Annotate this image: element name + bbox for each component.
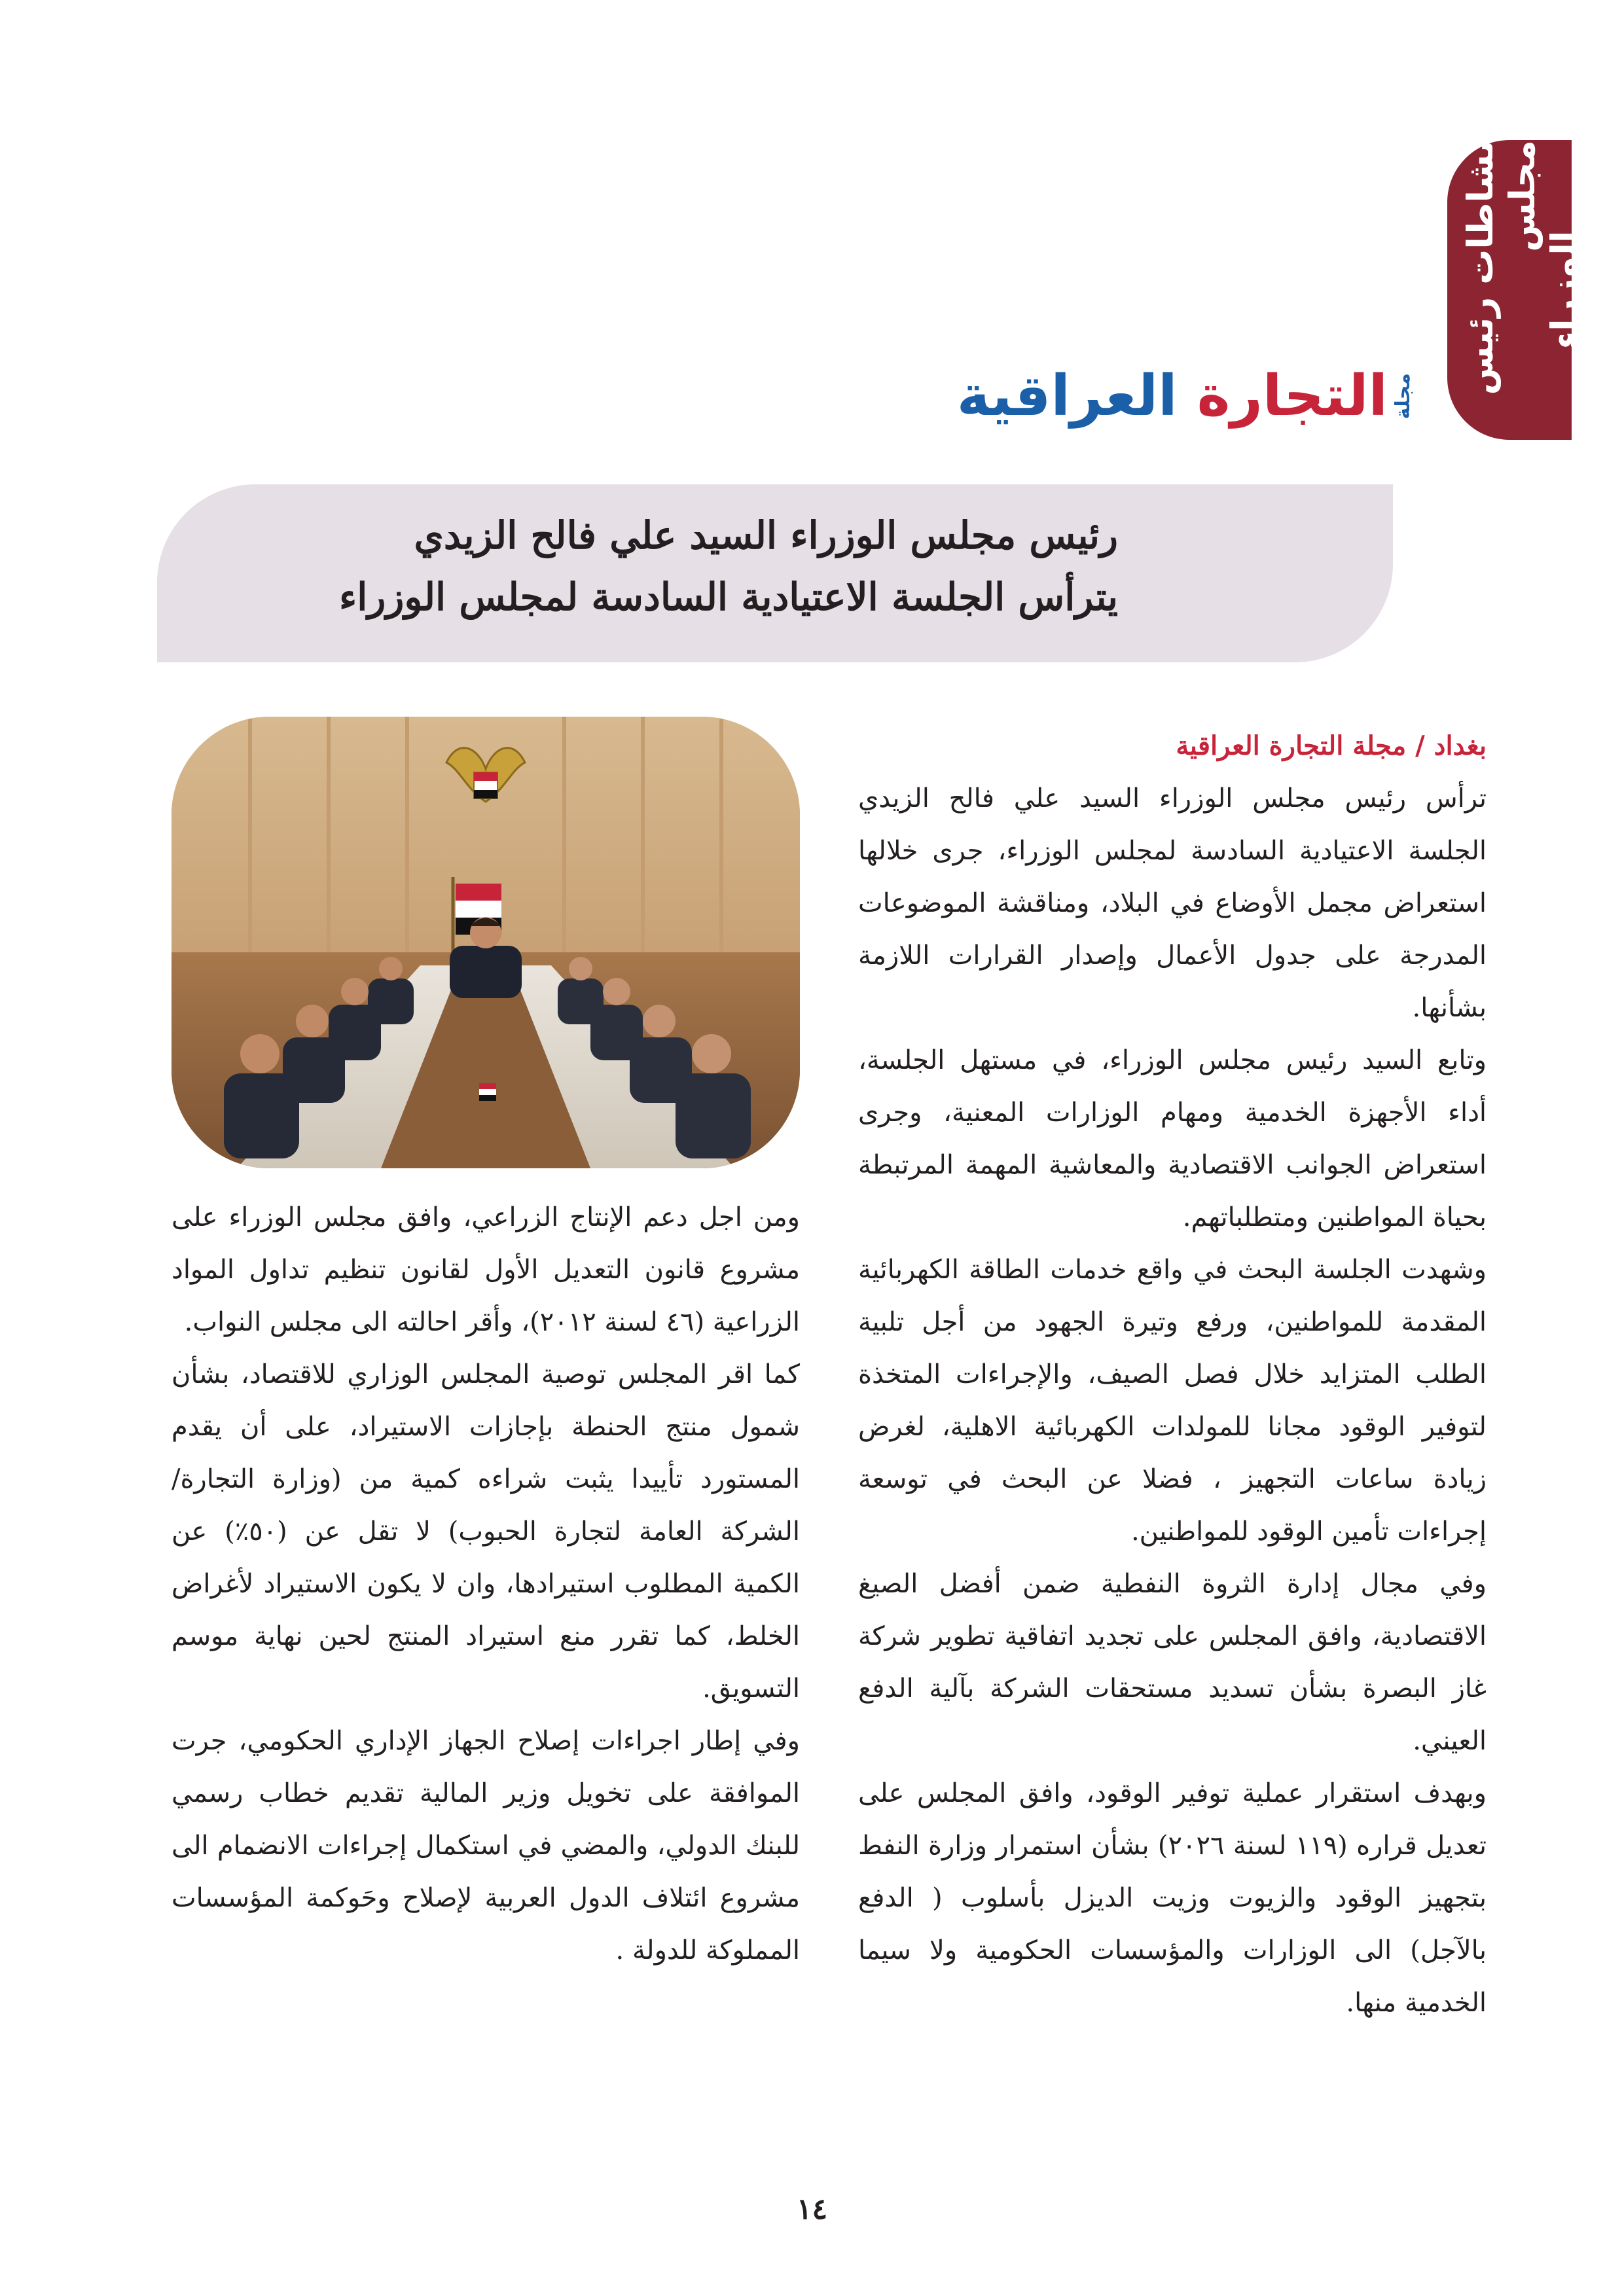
paragraph: ومن اجل دعم الإنتاج الزراعي، وافق مجلس الوزراء على مشروع قانون التعديل الأول لقانون تنظيم تداول المواد الزراعية (٤٦ لسنة ٢٠١٢)، وأقر احالته الى مجلس النواب. [171, 1202, 800, 1337]
logo-title [957, 363, 1388, 429]
paragraph: وبهدف استقرار عملية توفير الوقود، وافق المجلس على تعديل قراره (١١٩ لسنة ٢٠٢٦) بشأن استمرار وزارة النفط بتجهيز الوقود والزيوت وزيت الديزل بأسلوب ( الدفع بالآجل) الى الوزارات والمؤسسات الحكومية ولا سيما الخدمية منها. [858, 1778, 1487, 2018]
section-tab-line2: الوزراء [1543, 230, 1585, 350]
paragraph: ترأس رئيس مجلس الوزراء السيد علي فالح الزيدي الجلسة الاعتيادية السادسة لمجلس الوزراء، جرى خلالها استعراض مجمل الأوضاع في البلاد، ومناقشة الموضوعات المدرجة على جدول الأعمال وإصدار القرارات اللازمة بشأنها. [858, 783, 1487, 1023]
cabinet-meeting-photo [171, 717, 800, 1168]
article-title-line1: رئيس مجلس الوزراء السيد علي فالح الزيدي [414, 513, 1118, 558]
page-number: ١٤ [796, 2193, 828, 2226]
article-right-column [858, 726, 1487, 2029]
logo-accent-word: التجارة [1197, 363, 1388, 429]
paragraph: كما اقر المجلس توصية المجلس الوزاري للاقتصاد، بشأن شمول منتج الحنطة بإجازات الاستيراد، على أن يقدم المستورد تأييدا يثبت شراءه كمية من (وزارة التجارة/ الشركة العامة لتجارة الحبوب) لا تقل عن (٥٠٪) عن الكمية المطلوب استيرادها، وان لا يكون الاستيراد لأغراض الخلط، كما تقرر منع استيراد المنتج لحين نهاية موسم التسويق. [171, 1359, 800, 1704]
logo-small-word: مجلة [1392, 372, 1415, 420]
dateline: بغداد / مجلة التجارة العراقية [1176, 730, 1487, 761]
article-left-column [171, 1191, 800, 1977]
section-tab [1447, 140, 1585, 440]
paragraph: وفي مجال إدارة الثروة النفطية ضمن أفضل الصيغ الاقتصادية، وافق المجلس على تجديد اتفاقية تطوير شركة غاز البصرة بشأن تسديد مستحقات الشركة بآلية الدفع العيني. [858, 1569, 1487, 1756]
section-tab-label [1460, 140, 1585, 440]
magazine-logo [957, 357, 1415, 435]
article-title-line2: يترأس الجلسة الاعتيادية السادسة لمجلس الوزراء [339, 575, 1118, 619]
paragraph: وفي إطار اجراءات إصلاح الجهاز الإداري الحكومي، جرت الموافقة على تخويل وزير المالية تقديم خطاب رسمي للبنك الدولي، والمضي في استكمال إجراءات الانضمام الى مشروع ائتلاف الدول العربية لإصلاح وحَوكمة المؤسسات المملوكة للدولة . [171, 1726, 800, 1965]
logo-rest-word: العراقية [956, 363, 1197, 429]
title-band [157, 484, 1393, 662]
paragraph: وشهدت الجلسة البحث في واقع خدمات الطاقة الكهربائية المقدمة للمواطنين، ورفع وتيرة الجهود من أجل تلبية الطلب المتزايد خلال فصل الصيف، والإجراءات المتخذة لتوفير الوقود مجانا للمولدات الكهربائية الاهلية، لغرض زيادة ساعات التجهيز ، فضلا عن البحث في توسعة إجراءات تأمين الوقود للمواطنين. [858, 1255, 1487, 1547]
paragraph: وتابع السيد رئيس مجلس الوزراء، في مستهل الجلسة، أداء الأجهزة الخدمية ومهام الوزارات المعنية، وجرى استعراض الجوانب الاقتصادية والمعاشية المهمة المرتبطة بحياة المواطنين ومتطلباتهم. [858, 1045, 1487, 1232]
section-tab-line1: نشاطات رئيس مجلس [1460, 140, 1543, 395]
